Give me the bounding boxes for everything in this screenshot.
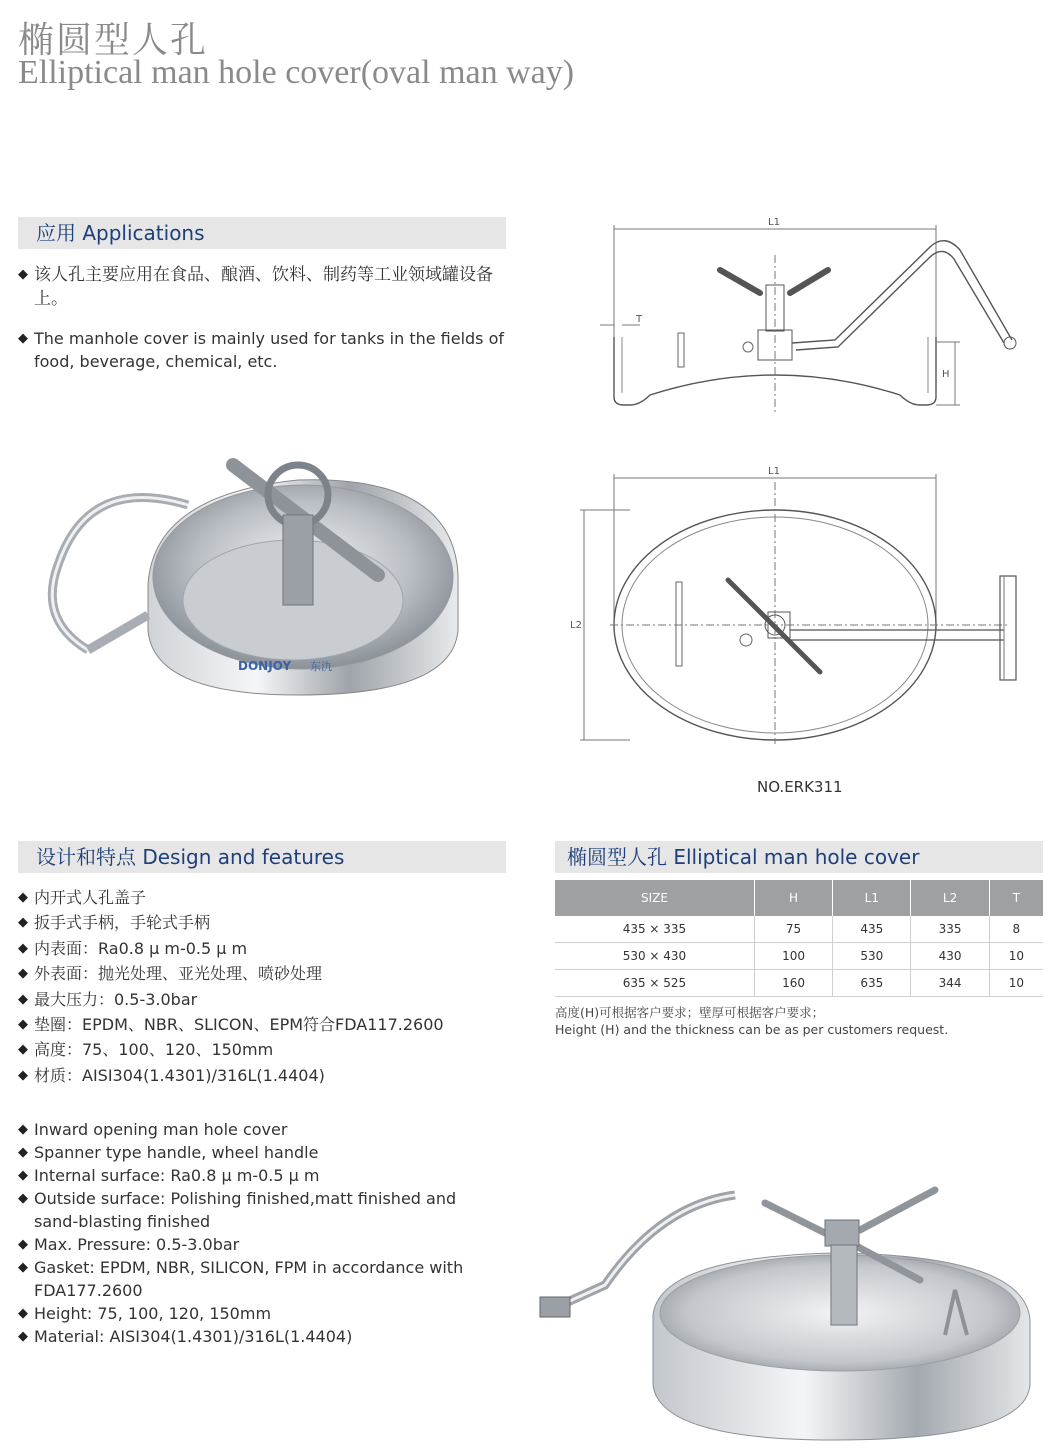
page-title-cn: 椭圆型人孔: [18, 20, 209, 61]
col-l1: L1: [833, 880, 911, 916]
spec-table-heading: 椭圆型人孔 Elliptical man hole cover: [555, 841, 1043, 873]
cell-size: 435 × 335: [555, 916, 754, 943]
cell-t: 8: [989, 916, 1043, 943]
col-size: SIZE: [555, 880, 754, 916]
applications-list: [18, 263, 508, 373]
product-photo-bottom: [535, 1185, 1040, 1445]
feature-item-cn: ◆ 内表面：Ra0.8 μ m-0.5 μ m: [18, 937, 518, 960]
design-list-en: [18, 1118, 488, 1348]
page-title-en: Elliptical man hole cover(oval man way): [18, 54, 575, 91]
design-heading: 设计和特点 Design and features: [18, 841, 506, 873]
label-l1-plan: L1: [768, 466, 780, 477]
label-l2: L2: [570, 620, 582, 631]
feature-item-cn: ◆ 材质：AISI304(1.4301)/316L(1.4404): [18, 1064, 518, 1087]
label-t: T: [636, 314, 643, 325]
table-row: [555, 943, 1043, 970]
design-list-cn: [18, 886, 518, 1089]
feature-item-en: ◆ Spanner type handle, wheel handle: [18, 1141, 488, 1164]
label-l1-side: L1: [768, 217, 780, 228]
cell-t: 10: [989, 943, 1043, 970]
spec-table-header-row: [555, 880, 1043, 916]
cell-h: 160: [754, 970, 832, 997]
feature-item-cn: ◆ 最大压力：0.5-3.0bar: [18, 988, 518, 1011]
plan-view-drawing: [570, 462, 1030, 752]
brand-logo-text: DONJOY: [238, 659, 292, 673]
product-photo-top: [28, 455, 468, 705]
feature-item-cn: ◆ 外表面：抛光处理、亚光处理、喷砂处理: [18, 962, 518, 985]
feature-item-cn: ◆ 扳手式手柄，手轮式手柄: [18, 911, 518, 934]
feature-item-en: ◆ Gasket: EPDM, NBR, SILICON, FPM in accordance with FDA177.2600: [18, 1256, 488, 1302]
spec-note: [555, 1004, 1045, 1038]
feature-item-cn: ◆ 高度：75、100、120、150mm: [18, 1038, 518, 1061]
cell-l1: 635: [833, 970, 911, 997]
feature-item-en: ◆ Outside surface: Polishing finished,matt finished and sand-blasting finished: [18, 1187, 488, 1233]
feature-item-en: ◆ Inward opening man hole cover: [18, 1118, 488, 1141]
col-l2: L2: [911, 880, 989, 916]
table-row: [555, 970, 1043, 997]
feature-item-en: ◆ Material: AISI304(1.4301)/316L(1.4404): [18, 1325, 488, 1348]
cell-h: 100: [754, 943, 832, 970]
spec-note-cn: 高度(H)可根据客户要求；壁厚可根据客户要求；: [555, 1005, 825, 1020]
table-row: [555, 916, 1043, 943]
cell-size: 530 × 430: [555, 943, 754, 970]
feature-item-cn: ◆ 内开式人孔盖子: [18, 886, 518, 909]
label-h: H: [942, 369, 950, 380]
applications-item-en: ◆ The manhole cover is mainly used for tanks in the fields of food, beverage, chemical, etc.: [18, 327, 508, 373]
side-view-drawing: [600, 215, 1030, 415]
feature-item-cn: ◆ 垫圈：EPDM、NBR、SLICON、EPM符合FDA117.2600: [18, 1013, 518, 1036]
feature-item-en: ◆ Height: 75, 100, 120, 150mm: [18, 1302, 488, 1325]
applications-item-cn: ◆ 该人孔主要应用在食品、酿酒、饮料、制药等工业领域罐设备上。: [18, 263, 508, 311]
brand-logo-text-cn: 东氿: [310, 660, 332, 673]
cell-size: 635 × 525: [555, 970, 754, 997]
cell-l1: 435: [833, 916, 911, 943]
cell-h: 75: [754, 916, 832, 943]
cell-l1: 530: [833, 943, 911, 970]
cell-l2: 430: [911, 943, 989, 970]
cell-t: 10: [989, 970, 1043, 997]
col-t: T: [989, 880, 1043, 916]
cell-l2: 335: [911, 916, 989, 943]
cell-l2: 344: [911, 970, 989, 997]
col-h: H: [754, 880, 832, 916]
model-number: NO.ERK311: [757, 778, 843, 796]
spec-note-en: Height (H) and the thickness can be as per customers request.: [555, 1022, 949, 1037]
spec-table: [555, 880, 1043, 997]
feature-item-en: ◆ Internal surface: Ra0.8 μ m-0.5 μ m: [18, 1164, 488, 1187]
applications-heading: 应用 Applications: [18, 217, 506, 249]
feature-item-en: ◆ Max. Pressure: 0.5-3.0bar: [18, 1233, 488, 1256]
